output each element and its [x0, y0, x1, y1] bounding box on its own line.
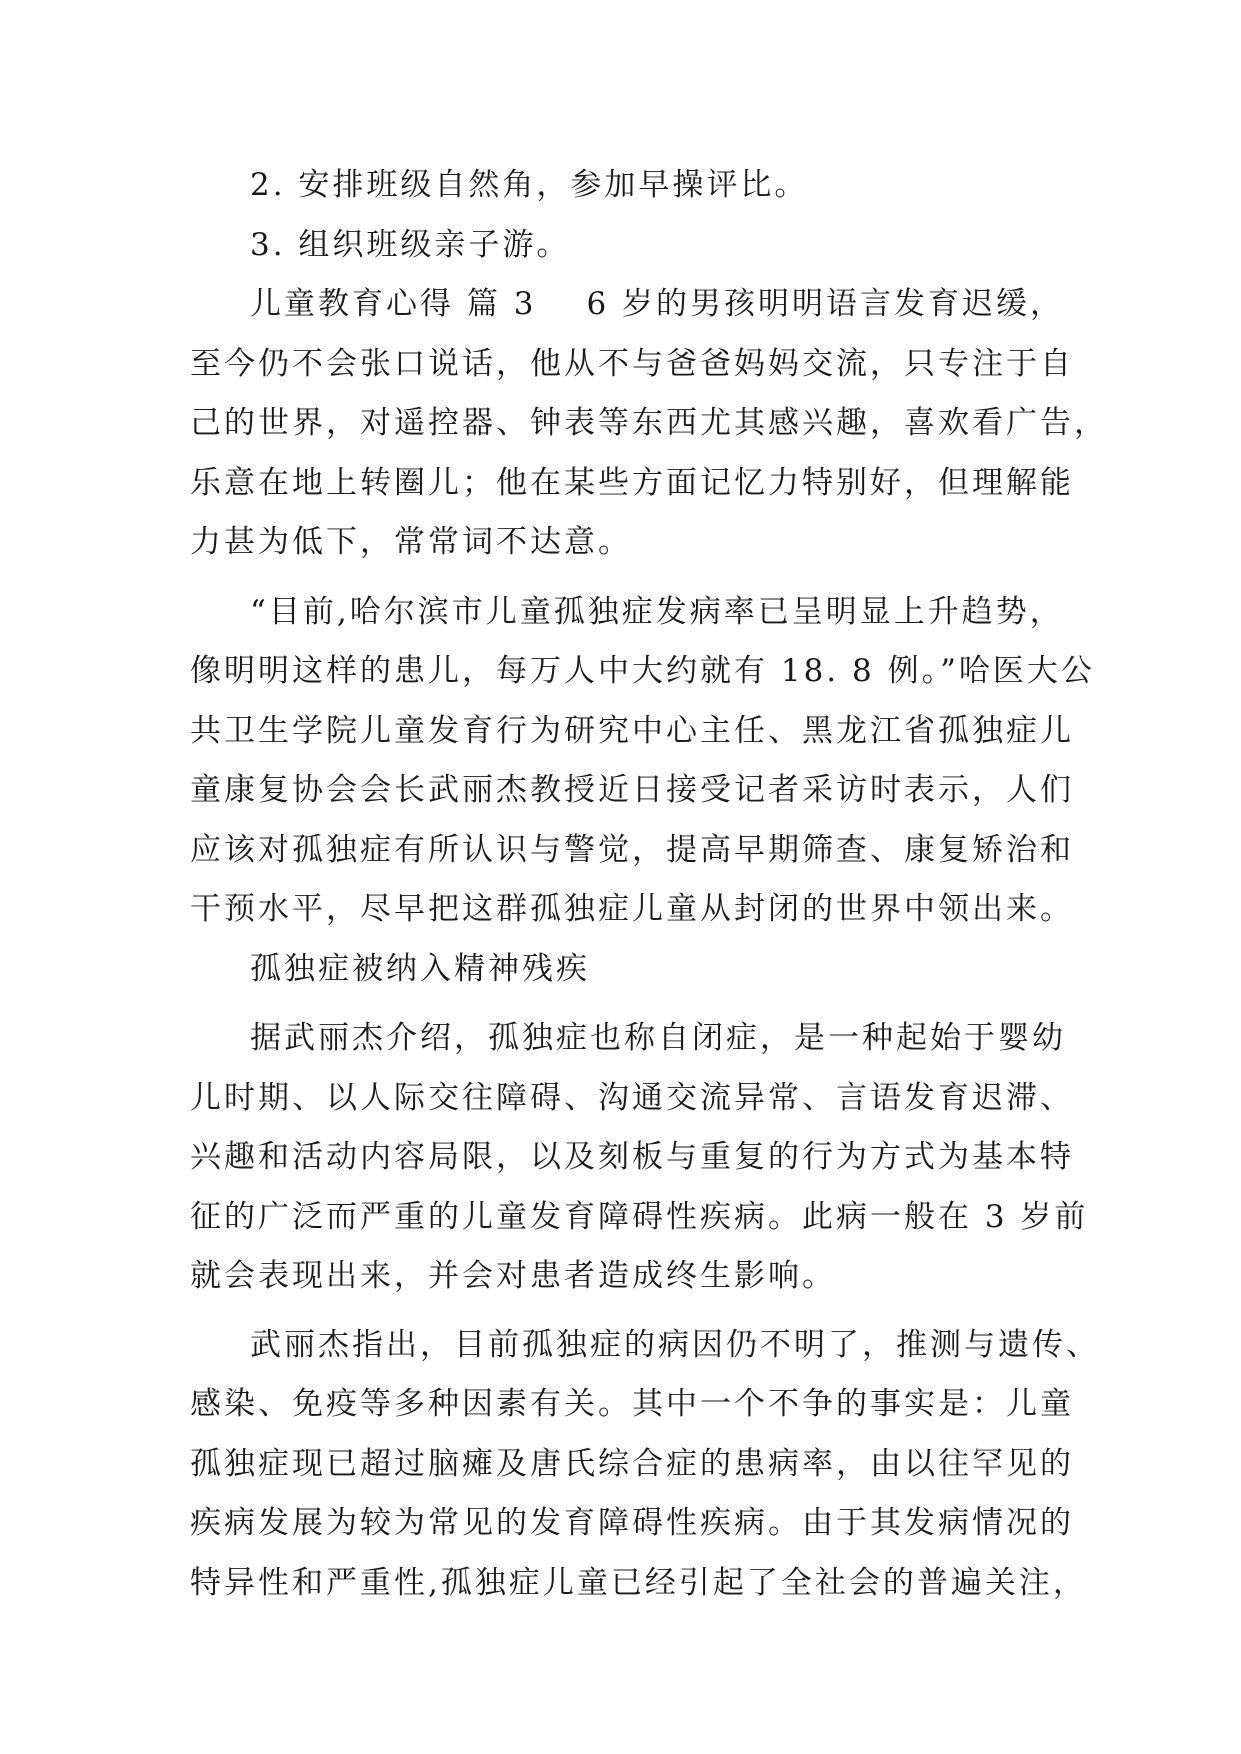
section-title: 儿童教育心得 篇 3 — [250, 286, 537, 322]
document-body — [190, 156, 1108, 1613]
paragraph-4-line: 感染、免疫等多种因素有关。其中一个不争的事实是：儿童 — [190, 1386, 1074, 1422]
paragraph-4-line: 特异性和严重性,孤独症儿童已经引起了全社会的普遍关注， — [190, 1564, 1087, 1601]
paragraph-1-start: 6 岁的男孩明明语言发育迟缓， — [586, 286, 1065, 322]
paragraph-1-line: 至今仍不会张口说话，他从不与爸爸妈妈交流，只专注于自 — [190, 345, 1074, 382]
paragraph-2-line: 应该对孤独症有所认识与警觉，提高早期筛查、康复矫治和 — [190, 831, 1074, 868]
list-item-2: 2. 安排班级自然角，参加早操评比。 — [250, 167, 809, 203]
section-heading-line — [190, 275, 1070, 335]
paragraph-4-line: 武丽杰指出，目前孤独症的病因仍不明了，推测与遗传、 — [250, 1326, 1100, 1363]
paragraph-3-line: 据武丽杰介绍，孤独症也称自闭症，是一种起始于婴幼 — [250, 1020, 1066, 1056]
paragraph-2-line: 共卫生学院儿童发育行为研究中心主任、黑龙江省孤独症儿 — [190, 712, 1074, 749]
paragraph-4-line: 疾病发展为较为常见的发育障碍性疾病。由于其发病情况的 — [190, 1505, 1074, 1541]
paragraph-3-line: 兴趣和活动内容局限，以及刻板与重复的行为方式为基本特 — [190, 1139, 1074, 1175]
paragraph-3-line: 征的广泛而严重的儿童发育障碍性疾病。此病一般在 3 岁前 — [190, 1198, 1089, 1235]
paragraph-2-line: “目前,哈尔滨市儿童孤独症发病率已呈明显上升趋势， — [250, 593, 1064, 630]
paragraph-2-line: 童康复协会会长武丽杰教授近日接受记者采访时表示，人们 — [190, 772, 1074, 808]
paragraph-1-line: 力甚为低下，常常词不达意。 — [190, 524, 632, 560]
list-item-3: 3. 组织班级亲子游。 — [250, 226, 571, 263]
paragraph-4-line: 孤独症现已超过脑瘫及唐氏综合症的患病率，由以往罕见的 — [190, 1445, 1074, 1482]
paragraph-3-line: 就会表现出来，并会对患者造成终生影响。 — [190, 1258, 836, 1294]
subheading: 孤独症被纳入精神残疾 — [250, 950, 590, 987]
paragraph-2-line: 干预水平，尽早把这群孤独症儿童从封闭的世界中领出来。 — [190, 891, 1074, 927]
paragraph-1-line: 己的世界，对遥控器、钟表等东西尤其感兴趣，喜欢看广告， — [190, 405, 1108, 441]
paragraph-2-line: 像明明这样的患儿，每万人中大约就有 18. 8 例。”哈医大公 — [190, 653, 1095, 689]
paragraph-1-line: 乐意在地上转圈儿；他在某些方面记忆力特别好，但理解能 — [190, 464, 1074, 501]
paragraph-3-line: 儿时期、以人际交往障碍、沟通交流异常、言语发育迟滞、 — [190, 1079, 1074, 1116]
